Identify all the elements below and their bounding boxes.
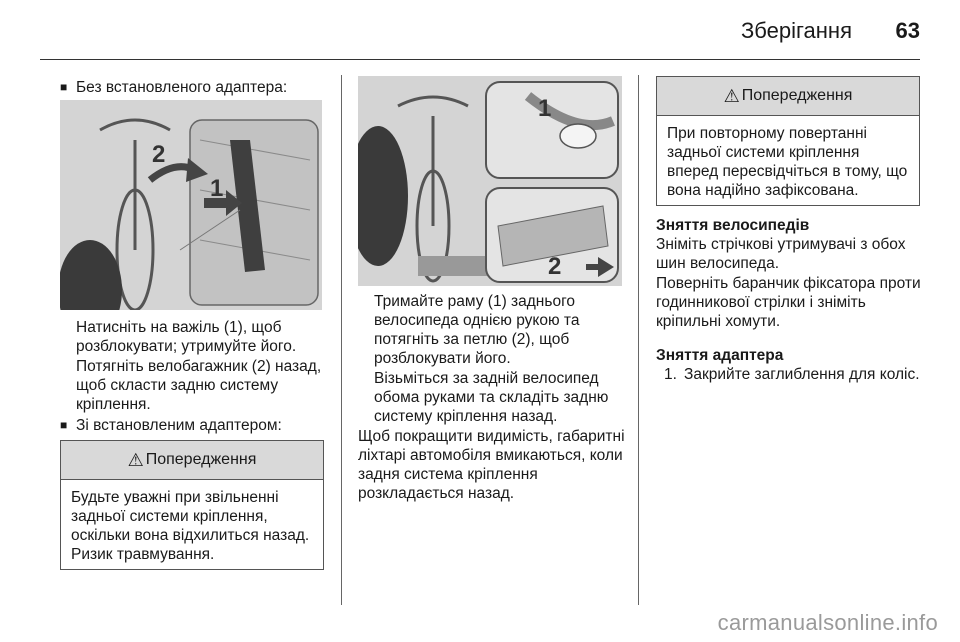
page-title: Зберігання <box>741 18 852 43</box>
heading-remove-bicycles: Зняття велосипедів <box>656 217 810 234</box>
instruction-press-lever: Натисніть на важіль (1), щоб розблокувати; утримуйте його. <box>76 319 297 355</box>
warning-header <box>657 77 919 116</box>
page-number: 63 <box>895 18 920 43</box>
column-divider-1 <box>341 75 342 605</box>
instruction-hold-frame: Тримайте раму (1) заднього велосипеда однією рукою та потягніть за петлю (2), щоб розблокувати його. <box>374 293 580 367</box>
warning-title: Попередження <box>741 87 853 104</box>
column-divider-2 <box>638 75 639 605</box>
warning-title: Попередження <box>145 451 257 468</box>
instruction-fold-system: Візьміться за задній велосипед обома руками та складіть задню систему кріплення назад. <box>374 370 609 425</box>
bullet-text-no-adapter: Без встановленого адаптера: <box>76 79 288 96</box>
warning-box-1 <box>60 440 324 570</box>
figure-label-2: 2 <box>152 141 166 168</box>
bullet-text-with-adapter: Зі встановленим адаптером: <box>76 417 282 434</box>
warning-header <box>61 441 323 480</box>
figure-bike-frame-loop <box>358 76 622 286</box>
step-number: 1. <box>664 366 677 383</box>
figure-label-2: 2 <box>548 253 562 280</box>
instruction-remove-straps: Зніміть стрічкові утримувачі з обох шин велосипеда. <box>656 236 906 272</box>
warning-triangle-icon: ⚠ <box>127 449 144 470</box>
instruction-pull-carrier: Потягніть велобагажник (2) назад, щоб скласти задню систему кріплення. <box>76 358 322 413</box>
warning-text: При повторному повертанні задньої системи кріплення вперед пересвідчіться в тому, що вона надійно зафіксована. <box>667 125 908 199</box>
figure-illustration <box>358 76 622 286</box>
warning-triangle-icon: ⚠ <box>723 85 740 106</box>
paragraph-visibility: Щоб покращити видимість, габаритні ліхтарі автомобіля вмикаються, коли задня система кріплення розкладається назад. <box>358 428 625 502</box>
warning-box-2 <box>656 76 920 206</box>
watermark: carmanualsonline.info <box>717 610 938 635</box>
bullet-square-icon: ■ <box>60 418 68 432</box>
figure-bike-carrier-lever <box>60 100 322 310</box>
figure-label-1: 1 <box>210 175 224 202</box>
figure-illustration <box>60 100 322 310</box>
instruction-turn-knob: Поверніть баранчик фіксатора проти годинникової стрілки і зніміть кріпильні хомути. <box>656 275 921 330</box>
warning-text: Будьте уважні при звільненні задньої системи кріплення, оскільки вона відхилиться назад. Ризик травмування. <box>71 489 310 563</box>
bullet-square-icon: ■ <box>60 80 68 94</box>
figure-label-1: 1 <box>538 95 552 122</box>
step-text: Закрийте заглиблення для коліс. <box>684 366 920 383</box>
header-divider <box>40 59 920 60</box>
heading-remove-adapter: Зняття адаптера <box>656 347 784 364</box>
